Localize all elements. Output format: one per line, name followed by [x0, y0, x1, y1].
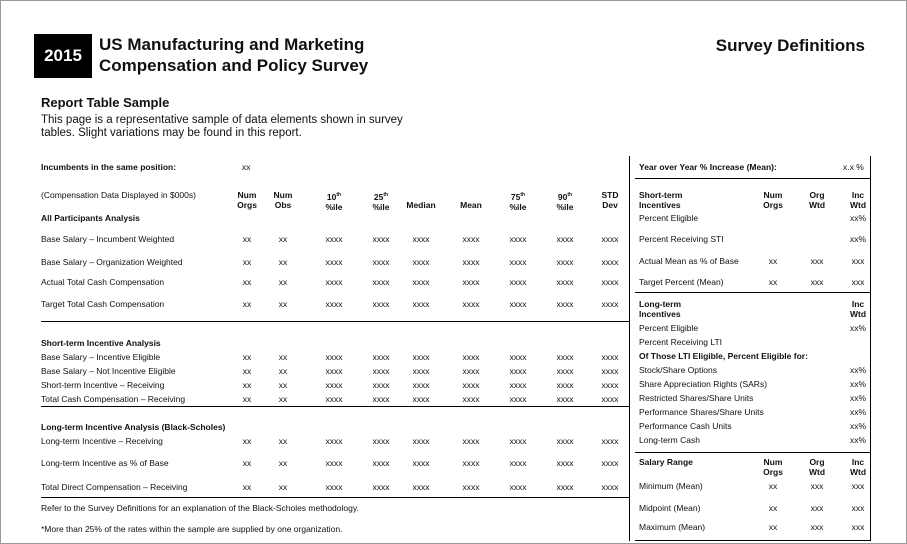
right-bottom-divider	[635, 540, 870, 541]
cell-value: xxxx	[372, 352, 390, 362]
cell-value: xx	[242, 394, 252, 404]
column-header-line2: Orgs	[237, 200, 257, 210]
sti-row-label: Target Percent (Mean)	[639, 277, 724, 287]
column-header-line1	[396, 190, 446, 200]
sr-col-l1: Org	[809, 457, 825, 467]
lti-divider	[41, 406, 629, 407]
row-label: Long-term Incentive – Receiving	[41, 436, 163, 446]
sti-row-label: Actual Mean as % of Base	[639, 256, 739, 266]
cell-value: xxxx	[601, 277, 619, 287]
cell-value: xx	[242, 436, 252, 446]
cell-value: xx	[242, 299, 252, 309]
sr-col-l2: Wtd	[808, 467, 826, 477]
incumbents-value: xx	[242, 162, 251, 172]
cell-value: xx	[278, 458, 288, 468]
sr-col-l2: Orgs	[763, 467, 783, 477]
cell-value: xxxx	[462, 394, 480, 404]
cell-value: xxxx	[556, 234, 574, 244]
lti-cell: xx%	[849, 421, 867, 431]
sti-divider	[41, 321, 629, 322]
column-header-line2: %ile	[372, 201, 390, 212]
sti-col-l2: Wtd	[808, 200, 826, 210]
column-header-line1	[446, 190, 496, 200]
sr-cell: xxx	[851, 503, 865, 513]
sti-cell: xx%	[849, 234, 867, 244]
cell-value: xxxx	[462, 458, 480, 468]
cell-value: xxxx	[412, 394, 430, 404]
rlti-divider	[635, 292, 870, 293]
cell-value: xxxx	[372, 366, 390, 376]
yoy-divider	[635, 178, 870, 179]
title-line-1: US Manufacturing and Marketing	[99, 35, 365, 54]
cell-value: xxxx	[556, 394, 574, 404]
cell-value: xxxx	[509, 380, 527, 390]
column-header-line1: Num	[237, 190, 257, 200]
lti-cell: xx%	[849, 407, 867, 417]
sr-divider	[635, 452, 870, 453]
cell-value: xxxx	[601, 234, 619, 244]
cell-value: xxxx	[556, 366, 574, 376]
sti-col-l2: Wtd	[849, 200, 867, 210]
cell-value: xx	[278, 277, 288, 287]
column-header-line1: 25th	[373, 191, 389, 202]
title-line-2: Compensation and Policy Survey	[99, 56, 369, 75]
column-header-line2: Obs	[274, 200, 292, 210]
salary-range-heading: Salary Range	[639, 457, 693, 467]
cell-value: xxxx	[601, 366, 619, 376]
row-label: Base Salary – Incentive Eligible	[41, 352, 161, 362]
column-header-line1: STD	[601, 190, 619, 200]
cell-value: xxxx	[556, 458, 574, 468]
cell-value: xxxx	[412, 458, 430, 468]
column-header-line2: Mean	[460, 200, 482, 210]
sti-cell: xx	[768, 277, 778, 287]
year-badge: 2015	[34, 34, 92, 78]
intro-heading: Report Table Sample	[41, 95, 170, 110]
sti-cell: xx%	[849, 213, 867, 223]
cell-value: xxxx	[509, 234, 527, 244]
sr-cell: xxx	[851, 481, 865, 491]
column-header	[446, 190, 496, 210]
sti-heading-line1: Short-term	[639, 190, 683, 200]
lti-heading-line1: Long-term	[639, 299, 682, 309]
cell-value: xxxx	[509, 299, 527, 309]
lti-cell: xx%	[849, 323, 867, 333]
column-header	[540, 190, 590, 212]
column-header-line2: Dev	[602, 200, 618, 210]
column-header-line2: Median	[406, 200, 436, 210]
column-header-line1: 90th	[557, 191, 573, 202]
cell-value: xx	[242, 380, 252, 390]
cell-value: xxxx	[509, 436, 527, 446]
lti-row-label: Percent Eligible	[639, 323, 699, 333]
incumbents-label: Incumbents in the same position:	[41, 162, 177, 172]
lti-cell: xx%	[849, 379, 867, 389]
cell-value: xxxx	[509, 257, 527, 267]
sr-cell: xxx	[810, 522, 824, 532]
cell-value: xxxx	[601, 436, 619, 446]
cell-value: xxxx	[556, 352, 574, 362]
row-label: Actual Total Cash Compensation	[41, 277, 165, 287]
column-header-line1: 75th	[510, 191, 526, 202]
sr-cell: xx	[768, 481, 778, 491]
sr-cell: xxx	[810, 503, 824, 513]
cell-value: xxxx	[556, 277, 574, 287]
cell-value: xxxx	[372, 234, 390, 244]
lti-row-label: Stock/Share Options	[639, 365, 717, 375]
lti-row-label: Restricted Shares/Share Units	[639, 393, 754, 403]
cell-value: xxxx	[325, 458, 343, 468]
cell-value: xx	[278, 380, 288, 390]
left-bottom-divider	[41, 497, 629, 498]
cell-value: xxxx	[372, 394, 390, 404]
cell-value: xxxx	[325, 257, 343, 267]
column-header-line2: %ile	[325, 201, 343, 212]
column-header	[493, 190, 543, 212]
sti-row-label: Percent Receiving STI	[639, 234, 724, 244]
cell-value: xxxx	[325, 277, 343, 287]
row-label: Base Salary – Not Incentive Eligible	[41, 366, 176, 376]
row-label: Total Cash Compensation – Receiving	[41, 394, 186, 404]
cell-value: xxxx	[325, 482, 343, 492]
column-header	[309, 190, 359, 212]
page-title	[99, 34, 368, 76]
row-label: Long-term Incentive as % of Base	[41, 458, 169, 468]
cell-value: xxxx	[372, 436, 390, 446]
column-header-line2: %ile	[556, 201, 574, 212]
cell-value: xx	[278, 299, 288, 309]
cell-value: xxxx	[462, 299, 480, 309]
cell-value: xxxx	[325, 299, 343, 309]
sti-row-label: Percent Eligible	[639, 213, 699, 223]
sti-cell: xxx	[810, 256, 824, 266]
cell-value: xxxx	[509, 394, 527, 404]
sti-col-l1: Org	[809, 190, 825, 200]
cell-value: xx	[278, 257, 288, 267]
cell-value: xx	[242, 352, 252, 362]
lti-row-label: Performance Shares/Share Units	[639, 407, 764, 417]
sr-row-label: Maximum (Mean)	[639, 522, 706, 532]
column-header-line1: Num	[273, 190, 293, 200]
cell-value: xxxx	[325, 380, 343, 390]
lti-cell: xx%	[849, 393, 867, 403]
cell-value: xxxx	[372, 257, 390, 267]
section-title: Survey Definitions	[715, 36, 865, 55]
lti-heading-line2: Incentives	[639, 309, 681, 319]
sti-cell: xxx	[851, 277, 865, 287]
cell-value: xxxx	[601, 352, 619, 362]
lti-row-label: Of Those LTI Eligible, Percent Eligible for:	[639, 351, 808, 361]
cell-value: xxxx	[556, 257, 574, 267]
cell-value: xxxx	[325, 394, 343, 404]
cell-value: xxxx	[601, 257, 619, 267]
cell-value: xxxx	[556, 436, 574, 446]
column-header	[585, 190, 635, 210]
cell-value: xxxx	[372, 380, 390, 390]
cell-value: xx	[278, 482, 288, 492]
cell-value: xxxx	[556, 299, 574, 309]
cell-value: xxxx	[462, 257, 480, 267]
cell-value: xxxx	[372, 277, 390, 287]
cell-value: xxxx	[372, 299, 390, 309]
row-label: Short-term Incentive – Receiving	[41, 380, 165, 390]
cell-value: xxxx	[412, 366, 430, 376]
lti-cell: xx%	[849, 435, 867, 445]
cell-value: xx	[242, 482, 252, 492]
cell-value: xxxx	[372, 482, 390, 492]
cell-value: xxxx	[601, 482, 619, 492]
section-heading: Short-term Incentive Analysis	[41, 338, 161, 348]
row-label: Target Total Cash Compensation	[41, 299, 165, 309]
yoy-value: x.x %	[843, 162, 864, 172]
sti-cell: xx	[768, 256, 778, 266]
cell-value: xxxx	[412, 234, 430, 244]
cell-value: xxxx	[601, 380, 619, 390]
cell-value: xx	[278, 436, 288, 446]
cell-value: xxxx	[509, 458, 527, 468]
cell-value: xxxx	[601, 394, 619, 404]
cell-value: xxxx	[556, 482, 574, 492]
sr-cell: xxx	[851, 522, 865, 532]
row-label: Base Salary – Incumbent Weighted	[41, 234, 175, 244]
cell-value: xxxx	[509, 352, 527, 362]
section-heading: All Participants Analysis	[41, 213, 140, 223]
sr-col-l1: Inc	[851, 457, 865, 467]
sr-cell: xx	[768, 503, 778, 513]
cell-value: xxxx	[412, 436, 430, 446]
row-label: Total Direct Compensation – Receiving	[41, 482, 188, 492]
lti-col-l1: Inc	[851, 299, 865, 309]
lti-col-l2: Wtd	[849, 309, 867, 319]
comp-note: (Compensation Data Displayed in $000s)	[41, 190, 196, 200]
cell-value: xxxx	[462, 366, 480, 376]
sti-col-l1: Inc	[851, 190, 865, 200]
cell-value: xxxx	[601, 458, 619, 468]
cell-value: xxxx	[412, 482, 430, 492]
cell-value: xxxx	[509, 277, 527, 287]
cell-value: xxxx	[462, 482, 480, 492]
column-header-line2: %ile	[509, 201, 527, 212]
intro-text: This page is a representative sample of data elements shown in survey tables. Slight variations may be found in this report.	[41, 114, 403, 139]
cell-value: xxxx	[509, 482, 527, 492]
sr-cell: xxx	[810, 481, 824, 491]
lti-cell: xx%	[849, 365, 867, 375]
cell-value: xx	[242, 277, 252, 287]
cell-value: xxxx	[556, 380, 574, 390]
cell-value: xxxx	[412, 380, 430, 390]
cell-value: xxxx	[412, 352, 430, 362]
sti-cell: xxx	[810, 277, 824, 287]
cell-value: xx	[242, 234, 252, 244]
cell-value: xx	[242, 366, 252, 376]
lti-row-label: Percent Receiving LTI	[639, 337, 722, 347]
column-header	[396, 190, 446, 210]
sr-col-l1: Num	[763, 457, 783, 467]
cell-value: xxxx	[325, 366, 343, 376]
cell-value: xxxx	[462, 436, 480, 446]
cell-value: xxxx	[462, 234, 480, 244]
lti-row-label: Share Appreciation Rights (SARs)	[639, 379, 768, 389]
footnote-black-scholes: Refer to the Survey Definitions for an explanation of the Black-Scholes methodology.	[41, 503, 359, 513]
cell-value: xxxx	[412, 299, 430, 309]
column-header	[258, 190, 308, 210]
cell-value: xxxx	[601, 299, 619, 309]
footnote-supply: *More than 25% of the rates within the sample are supplied by one organization.	[41, 524, 343, 534]
cell-value: xxxx	[325, 234, 343, 244]
cell-value: xx	[278, 394, 288, 404]
yoy-label: Year over Year % Increase (Mean):	[639, 162, 777, 172]
column-header-line1: 10th	[326, 191, 342, 202]
cell-value: xxxx	[372, 458, 390, 468]
cell-value: xxxx	[325, 352, 343, 362]
cell-value: xx	[242, 458, 252, 468]
sti-col-l2: Orgs	[763, 200, 783, 210]
sr-cell: xx	[768, 522, 778, 532]
cell-value: xxxx	[462, 277, 480, 287]
lti-row-label: Performance Cash Units	[639, 421, 732, 431]
cell-value: xxxx	[462, 380, 480, 390]
cell-value: xx	[242, 257, 252, 267]
cell-value: xxxx	[412, 277, 430, 287]
sr-row-label: Minimum (Mean)	[639, 481, 703, 491]
cell-value: xx	[278, 352, 288, 362]
section-heading: Long-term Incentive Analysis (Black-Scholes)	[41, 422, 226, 432]
sti-col-l1: Num	[763, 190, 783, 200]
lti-row-label: Long-term Cash	[639, 435, 700, 445]
sti-heading-line2: Incentives	[639, 200, 681, 210]
cell-value: xxxx	[509, 366, 527, 376]
cell-value: xxxx	[325, 436, 343, 446]
row-label: Base Salary – Organization Weighted	[41, 257, 183, 267]
sr-row-label: Midpoint (Mean)	[639, 503, 701, 513]
sti-cell: xxx	[851, 256, 865, 266]
sr-col-l2: Wtd	[849, 467, 867, 477]
cell-value: xx	[278, 234, 288, 244]
cell-value: xxxx	[412, 257, 430, 267]
cell-value: xxxx	[462, 352, 480, 362]
cell-value: xx	[278, 366, 288, 376]
